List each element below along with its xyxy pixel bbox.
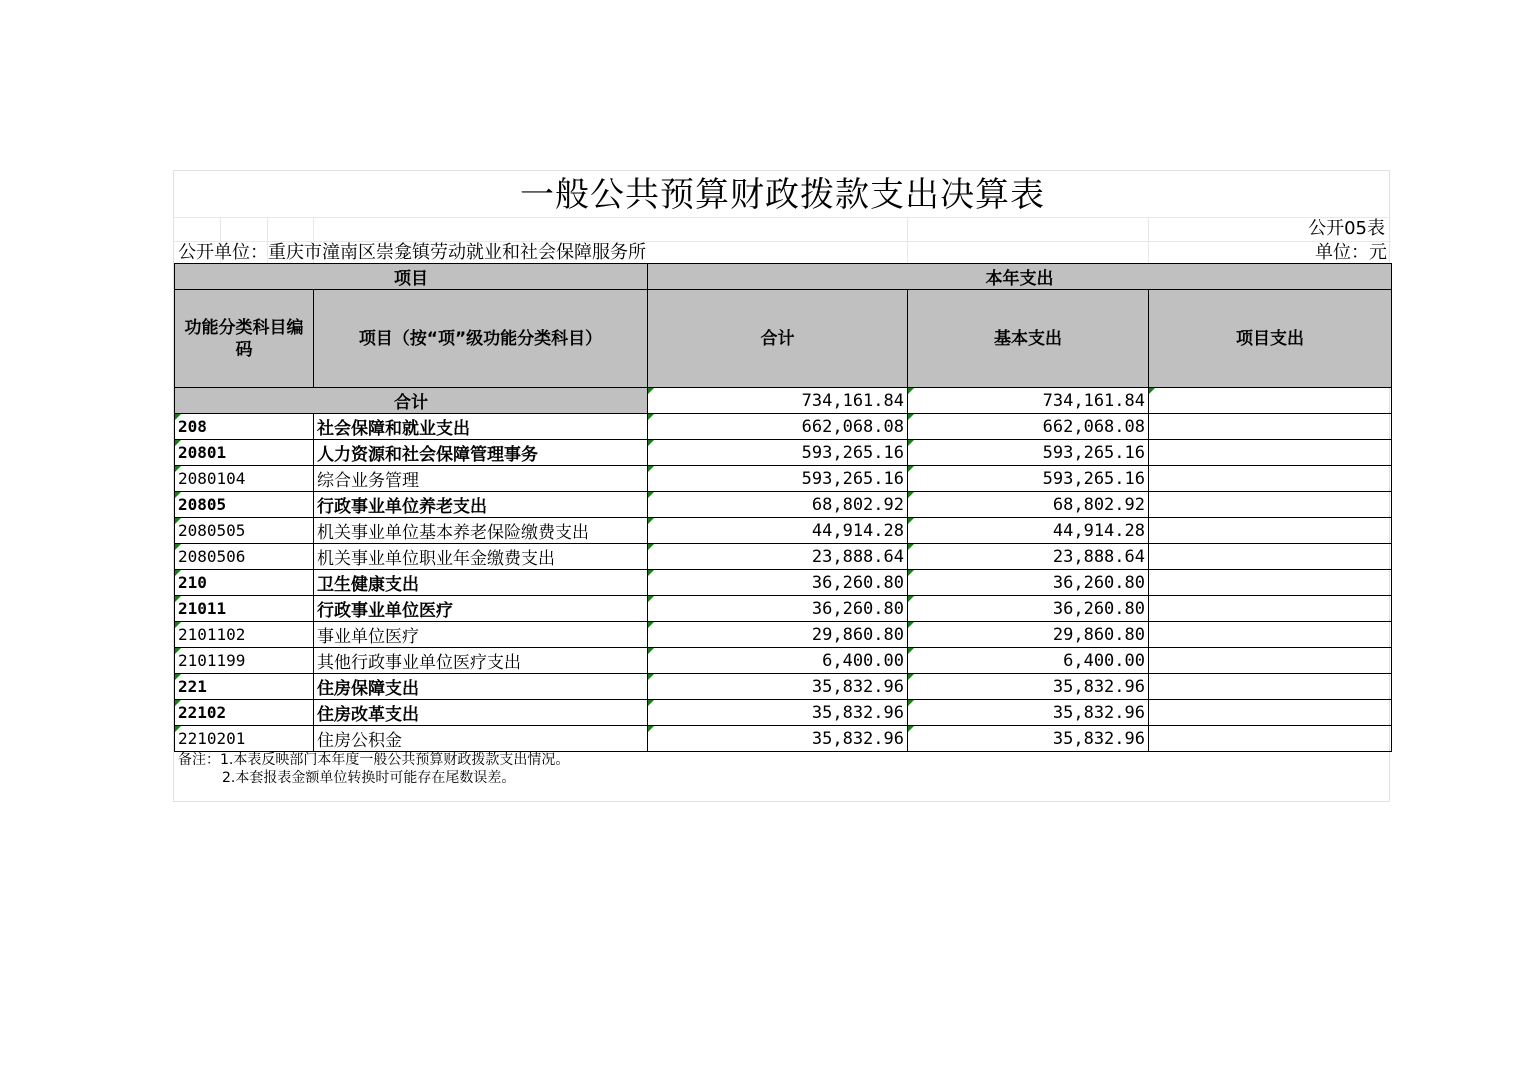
row-code: 2210201 [175,726,314,752]
table-row [175,726,1392,752]
row-name: 机关事业单位基本养老保险缴费支出 [314,518,648,544]
row-total: 35,832.96 [648,674,908,700]
total-amount: 734,161.84 [648,388,908,414]
row-project [1149,726,1392,752]
row-total: 6,400.00 [648,648,908,674]
currency-unit-label: 单位：元 [1315,242,1387,263]
row-total: 662,068.08 [648,414,908,440]
row-name: 行政事业单位养老支出 [314,492,648,518]
header-project-expense: 项目支出 [1149,290,1392,388]
table-row [175,674,1392,700]
gridline [174,217,1391,218]
spreadsheet-sheet [173,170,1390,802]
row-basic: 23,888.64 [908,544,1149,570]
row-total: 29,860.80 [648,622,908,648]
row-name: 机关事业单位职业年金缴费支出 [314,544,648,570]
row-code: 221 [175,674,314,700]
row-project [1149,674,1392,700]
form-code: 公开05表 [1308,218,1385,239]
row-code: 20801 [175,440,314,466]
note-1: 备注：1.本表反映部门本年度一般公共预算财政拨款支出情况。 [178,752,570,768]
total-basic: 734,161.84 [908,388,1149,414]
expenditure-table [174,263,1392,752]
header-name: 项目（按“项”级功能分类科目） [314,290,648,388]
table-row [175,700,1392,726]
row-total: 593,265.16 [648,440,908,466]
header-current-year: 本年支出 [648,264,1392,290]
row-total: 36,260.80 [648,596,908,622]
notes [178,751,569,787]
row-code: 22102 [175,700,314,726]
row-code: 2080505 [175,518,314,544]
header-row-top [175,264,1392,290]
total-label: 合计 [175,388,648,414]
row-project [1149,466,1392,492]
row-code: 210 [175,570,314,596]
row-total: 36,260.80 [648,570,908,596]
row-code: 20805 [175,492,314,518]
table-row [175,622,1392,648]
header-code: 功能分类科目编码 [175,290,314,388]
row-name: 事业单位医疗 [314,622,648,648]
table-row [175,492,1392,518]
row-basic: 35,832.96 [908,700,1149,726]
row-project [1149,570,1392,596]
row-project [1149,544,1392,570]
total-project [1149,388,1392,414]
table-row [175,596,1392,622]
row-code: 2101102 [175,622,314,648]
row-basic: 662,068.08 [908,414,1149,440]
row-total: 44,914.28 [648,518,908,544]
row-name: 社会保障和就业支出 [314,414,648,440]
unit-row [178,241,1387,265]
table-row [175,544,1392,570]
row-project [1149,414,1392,440]
row-total: 23,888.64 [648,544,908,570]
row-code: 2080506 [175,544,314,570]
row-name: 住房改革支出 [314,700,648,726]
row-project [1149,518,1392,544]
row-name: 卫生健康支出 [314,570,648,596]
row-basic: 35,832.96 [908,726,1149,752]
page-title: 一般公共预算财政拨款支出决算表 [520,175,1045,215]
table-row [175,414,1392,440]
row-basic: 35,832.96 [908,674,1149,700]
row-total: 593,265.16 [648,466,908,492]
row-code: 208 [175,414,314,440]
header-basic: 基本支出 [908,290,1149,388]
row-project [1149,492,1392,518]
header-project: 项目 [175,264,648,290]
row-total: 35,832.96 [648,700,908,726]
table-row [175,648,1392,674]
row-project [1149,596,1392,622]
row-basic: 6,400.00 [908,648,1149,674]
row-project [1149,648,1392,674]
row-project [1149,440,1392,466]
row-project [1149,622,1392,648]
row-basic: 36,260.80 [908,570,1149,596]
row-name: 其他行政事业单位医疗支出 [314,648,648,674]
row-basic: 68,802.92 [908,492,1149,518]
table-row [175,440,1392,466]
organization-label: 公开单位：重庆市潼南区崇龛镇劳动就业和社会保障服务所 [178,242,646,263]
row-basic: 593,265.16 [908,440,1149,466]
row-total: 35,832.96 [648,726,908,752]
row-name: 综合业务管理 [314,466,648,492]
row-code: 2080104 [175,466,314,492]
row-code: 2101199 [175,648,314,674]
row-project [1149,700,1392,726]
row-basic: 44,914.28 [908,518,1149,544]
row-basic: 593,265.16 [908,466,1149,492]
table-row [175,466,1392,492]
row-name: 住房公积金 [314,726,648,752]
note-2: 2.本套报表金额单位转换时可能存在尾数误差。 [222,770,516,786]
table-row [175,518,1392,544]
row-basic: 36,260.80 [908,596,1149,622]
row-name: 行政事业单位医疗 [314,596,648,622]
row-basic: 29,860.80 [908,622,1149,648]
header-total: 合计 [648,290,908,388]
row-code: 21011 [175,596,314,622]
row-name: 住房保障支出 [314,674,648,700]
row-total: 68,802.92 [648,492,908,518]
total-row [175,388,1392,414]
row-name: 人力资源和社会保障管理事务 [314,440,648,466]
header-row-sub [175,290,1392,388]
table-row [175,570,1392,596]
